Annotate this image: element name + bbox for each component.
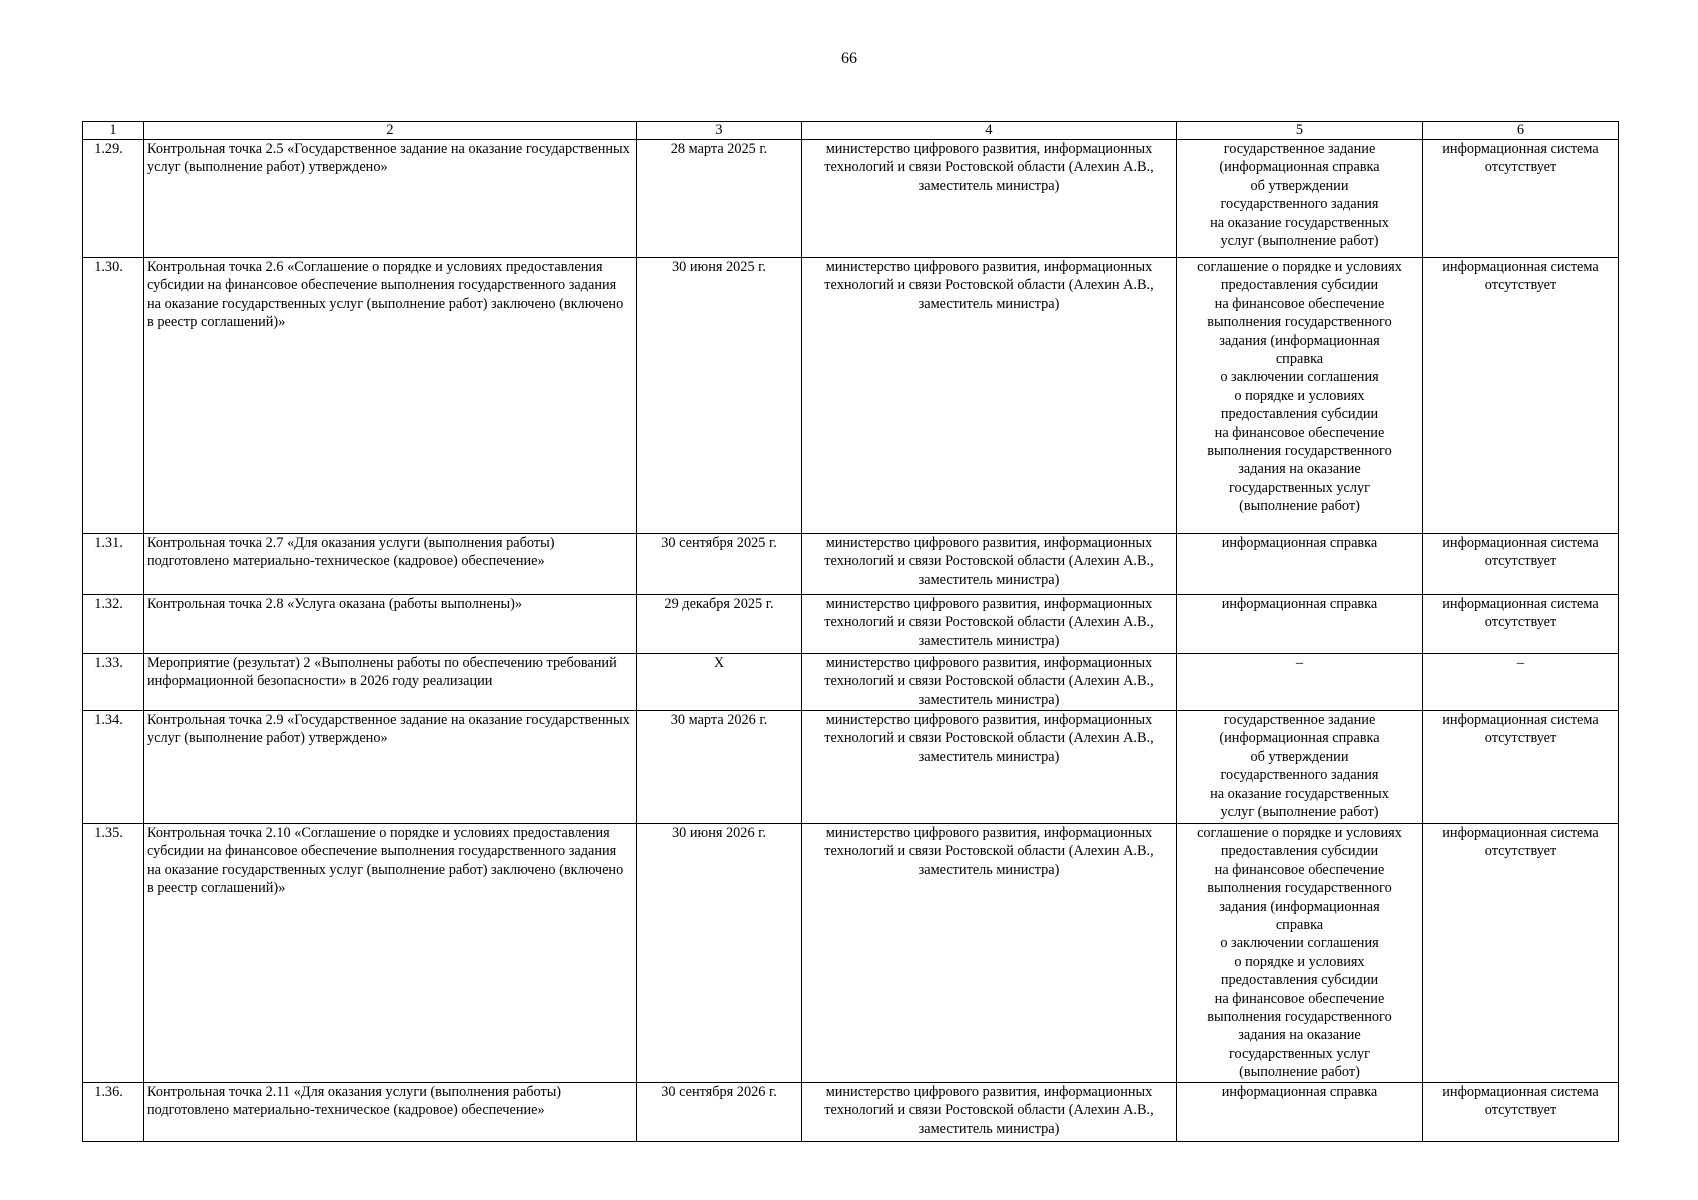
row-description: Контрольная точка 2.7 «Для оказания услуги (выполнения работы) подготовлено материально-техническое (кадровое) обеспечение» xyxy=(144,534,637,595)
table-row xyxy=(83,654,1619,711)
table-row xyxy=(83,824,1619,1083)
document-line: задания на оказание xyxy=(1238,1027,1361,1044)
row-document: информационная справка xyxy=(1177,1083,1423,1142)
document-line: задания (информационная xyxy=(1219,898,1380,915)
document-line: о порядке и условиях xyxy=(1234,387,1365,404)
document-line: (выполнение работ) xyxy=(1239,1064,1360,1081)
column-number-5: 5 xyxy=(1177,122,1423,140)
document-line: об утверждении xyxy=(1250,177,1349,194)
row-info-system: информационная система отсутствует xyxy=(1423,595,1619,654)
document-line: об утверждении xyxy=(1250,748,1349,765)
row-responsible: министерство цифрового развития, информационных технологий и связи Ростовской области (Алехин А.В., заместитель министра) xyxy=(802,711,1177,824)
document-line: на финансовое обеспечение xyxy=(1214,424,1385,441)
document-line: задания (информационная xyxy=(1219,332,1380,349)
document-line: о заключении соглашения xyxy=(1220,369,1379,386)
row-info-system: информационная система отсутствует xyxy=(1423,534,1619,595)
row-info-system: информационная система отсутствует xyxy=(1423,140,1619,258)
row-responsible: министерство цифрового развития, информационных технологий и связи Ростовской области (Алехин А.В., заместитель министра) xyxy=(802,534,1177,595)
row-number: 1.30. xyxy=(83,258,144,534)
document-line: справка xyxy=(1275,351,1324,368)
document-line: предоставления субсидии xyxy=(1220,277,1379,294)
row-responsible: министерство цифрового развития, информационных технологий и связи Ростовской области (Алехин А.В., заместитель министра) xyxy=(802,1083,1177,1142)
column-number-2: 2 xyxy=(144,122,637,140)
document-line: выполнения государственного xyxy=(1207,880,1392,897)
table-row xyxy=(83,140,1619,258)
document-line: выполнения государственного xyxy=(1207,443,1392,460)
table-row xyxy=(83,1083,1619,1142)
table-row xyxy=(83,534,1619,595)
row-document xyxy=(1177,824,1423,1083)
row-number: 1.35. xyxy=(83,824,144,1083)
document-line: о порядке и условиях xyxy=(1234,953,1365,970)
row-description: Контрольная точка 2.6 «Соглашение о порядке и условиях предоставления субсидии на финансовое обеспечение выполнения государственного задания на оказание государственных услуг (выполнение работ) заключено (включено в реестр соглашений)» xyxy=(144,258,637,534)
row-number: 1.36. xyxy=(83,1083,144,1142)
row-info-system: информационная система отсутствует xyxy=(1423,711,1619,824)
row-document: информационная справка xyxy=(1177,595,1423,654)
row-responsible: министерство цифрового развития, информационных технологий и связи Ростовской области (Алехин А.В., заместитель министра) xyxy=(802,824,1177,1083)
row-date: 30 июня 2025 г. xyxy=(637,258,802,534)
row-date: 30 сентября 2026 г. xyxy=(637,1083,802,1142)
row-info-system: информационная система отсутствует xyxy=(1423,1083,1619,1142)
row-date: 28 марта 2025 г. xyxy=(637,140,802,258)
document-line: (выполнение работ) xyxy=(1239,498,1360,515)
control-points-table xyxy=(82,121,1619,1142)
row-date: 30 июня 2026 г. xyxy=(637,824,802,1083)
document-line: государственных услуг xyxy=(1228,1045,1371,1062)
document-line: государственного задания xyxy=(1220,196,1379,213)
document-line: соглашение о порядке и условиях xyxy=(1197,259,1402,275)
row-description: Мероприятие (результат) 2 «Выполнены работы по обеспечению требований информационной безопасности» в 2026 году реализации xyxy=(144,654,637,711)
document-line: на финансовое обеспечение xyxy=(1214,295,1385,312)
row-responsible: министерство цифрового развития, информационных технологий и связи Ростовской области (Алехин А.В., заместитель министра) xyxy=(802,654,1177,711)
row-info-system: информационная система отсутствует xyxy=(1423,258,1619,534)
row-document: информационная справка xyxy=(1177,534,1423,595)
row-document xyxy=(1177,140,1423,258)
row-date: 30 марта 2026 г. xyxy=(637,711,802,824)
column-number-4: 4 xyxy=(802,122,1177,140)
row-number: 1.31. xyxy=(83,534,144,595)
table-row xyxy=(83,711,1619,824)
document-line: задания на оказание xyxy=(1238,461,1361,478)
row-description: Контрольная точка 2.5 «Государственное задание на оказание государственных услуг (выполнение работ) утверждено» xyxy=(144,140,637,258)
row-number: 1.32. xyxy=(83,595,144,654)
document-line: справка xyxy=(1275,917,1324,934)
row-responsible: министерство цифрового развития, информационных технологий и связи Ростовской области (Алехин А.В., заместитель министра) xyxy=(802,595,1177,654)
document-line: государственных услуг xyxy=(1228,479,1371,496)
column-number-header-row xyxy=(83,122,1619,140)
row-document xyxy=(1177,711,1423,824)
document-line: услуг (выполнение работ) xyxy=(1220,233,1379,250)
row-description: Контрольная точка 2.9 «Государственное задание на оказание государственных услуг (выполнение работ) утверждено» xyxy=(144,711,637,824)
document-line: государственного задания xyxy=(1220,767,1379,784)
row-info-system: информационная система отсутствует xyxy=(1423,824,1619,1083)
document-line: на оказание государственных xyxy=(1210,214,1389,231)
row-date: 29 декабря 2025 г. xyxy=(637,595,802,654)
document-line: государственное задание xyxy=(1223,141,1376,157)
document-line: услуг (выполнение работ) xyxy=(1220,804,1379,821)
row-document: – xyxy=(1177,654,1423,711)
table-row xyxy=(83,258,1619,534)
document-line: предоставления субсидии xyxy=(1220,843,1379,860)
document-line: предоставления субсидии xyxy=(1220,972,1379,989)
document-line: на финансовое обеспечение xyxy=(1214,861,1385,878)
row-number: 1.29. xyxy=(83,140,144,258)
document-line: (информационная справка xyxy=(1219,730,1380,747)
row-description: Контрольная точка 2.10 «Соглашение о порядке и условиях предоставления субсидии на финансовое обеспечение выполнения государственного задания на оказание государственных услуг (выполнение работ) заключено (включено в реестр соглашений)» xyxy=(144,824,637,1083)
document-line: (информационная справка xyxy=(1219,159,1380,176)
document-line: на финансовое обеспечение xyxy=(1214,990,1385,1007)
row-document xyxy=(1177,258,1423,534)
row-date: 30 сентября 2025 г. xyxy=(637,534,802,595)
document-line: о заключении соглашения xyxy=(1220,935,1379,952)
row-description: Контрольная точка 2.11 «Для оказания услуги (выполнения работы) подготовлено материально-техническое (кадровое) обеспечение» xyxy=(144,1083,637,1142)
page-number: 66 xyxy=(841,50,857,67)
row-date: X xyxy=(637,654,802,711)
column-number-1: 1 xyxy=(83,122,144,140)
column-number-3: 3 xyxy=(637,122,802,140)
row-responsible: министерство цифрового развития, информационных технологий и связи Ростовской области (Алехин А.В., заместитель министра) xyxy=(802,258,1177,534)
row-info-system: – xyxy=(1423,654,1619,711)
row-responsible: министерство цифрового развития, информационных технологий и связи Ростовской области (Алехин А.В., заместитель министра) xyxy=(802,140,1177,258)
column-number-6: 6 xyxy=(1423,122,1619,140)
document-line: выполнения государственного xyxy=(1207,314,1392,331)
document-line: соглашение о порядке и условиях xyxy=(1197,825,1402,841)
document-line: государственное задание xyxy=(1223,712,1376,728)
row-number: 1.34. xyxy=(83,711,144,824)
document-line: на оказание государственных xyxy=(1210,785,1389,802)
document-line: предоставления субсидии xyxy=(1220,406,1379,423)
row-number: 1.33. xyxy=(83,654,144,711)
document-line: выполнения государственного xyxy=(1207,1009,1392,1026)
row-description: Контрольная точка 2.8 «Услуга оказана (работы выполнены)» xyxy=(144,595,637,654)
table-row xyxy=(83,595,1619,654)
